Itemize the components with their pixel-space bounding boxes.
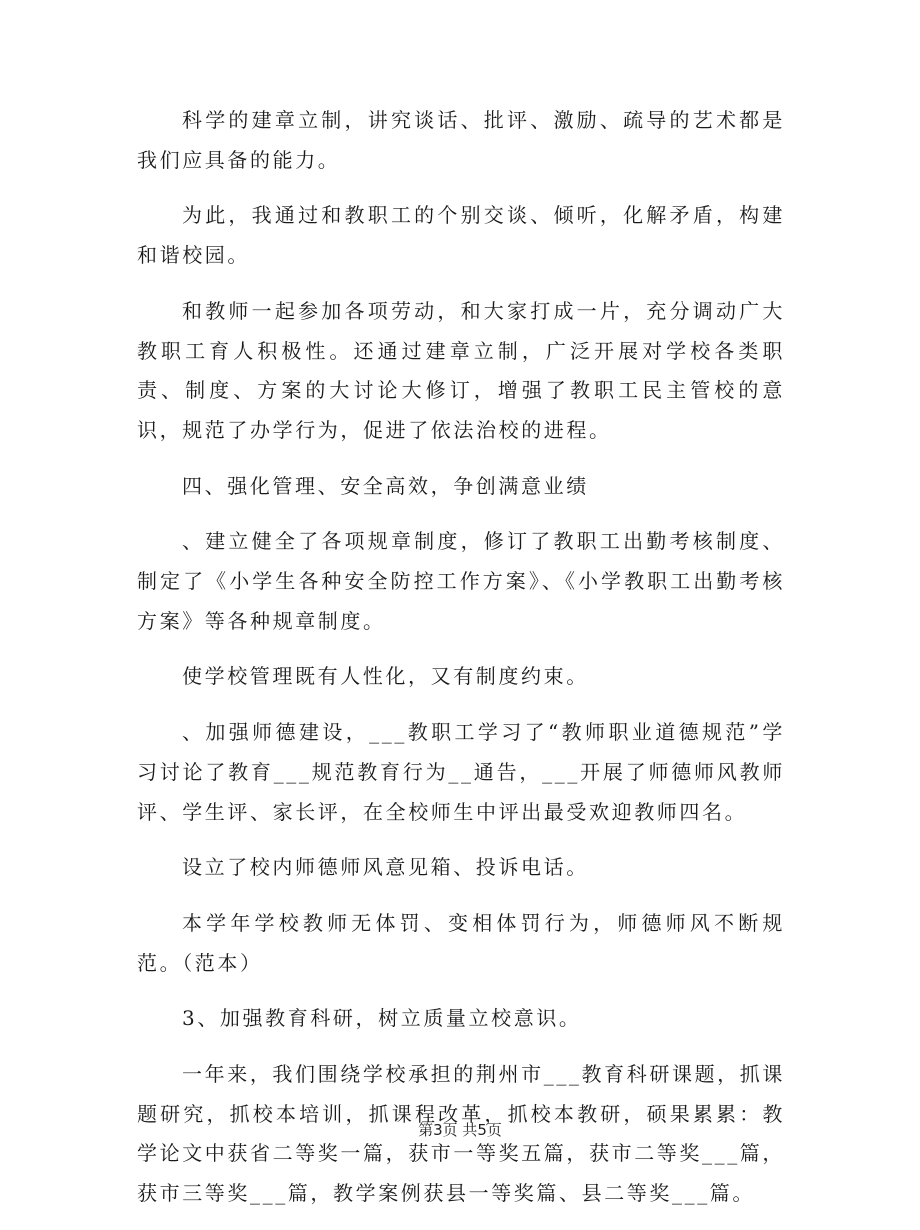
paragraph-1: 科学的建章立制，讲究谈话、批评、激励、疏导的艺术都是我们应具备的能力。	[137, 108, 785, 172]
paragraph-5: 、建立健全了各项规章制度，修订了教职工出勤考核制度、制定了《小学生各种安全防控工作方案》、《小学教职工出勤考核方案》等各种规章制度。	[137, 529, 785, 633]
document-body	[137, 101, 785, 1230]
paragraph-9: 本学年学校教师无体罚、变相体罚行为，师德师风不断规范。（范本）	[137, 910, 785, 975]
paragraph-11: 一年来，我们围绕学校承担的荆州市___教育科研课题，抓课题研究，抓校本培训，抓课程改革，抓校本教研，硕果累累：教学论文中获省二等奖一篇，获市一等奖五篇，获市二等奖___篇，获市三等奖___篇，教学案例获县一等奖篇、县二等奖___篇。	[137, 1062, 785, 1206]
paragraph-6: 使学校管理既有人性化，又有制度约束。	[182, 664, 589, 689]
paragraph-2: 为此，我通过和教职工的个别交谈、倾听，化解矛盾，构建和谐校园。	[137, 203, 785, 268]
paragraph-3: 和教师一起参加各项劳动，和大家打成一片，充分调动广大教职工育人积极性。还通过建章立制，广泛开展对学校各类职责、制度、方案的大讨论大修订，增强了教职工民主管校的意识，规范了办学行为，促进了依法治校的进程。	[137, 298, 785, 442]
section-heading: 四、强化管理、安全高效，争创满意业绩	[182, 473, 589, 498]
paragraph-8: 设立了校内师德师风意见箱、投诉电话。	[182, 855, 589, 880]
page-number-footer: 第3页 共5页	[418, 1121, 502, 1139]
paragraph-7: 、加强师德建设，___教职工学习了“教师职业道德规范”学习讨论了教育___规范教育行为__通告，___开展了师德师风教师评、学生评、家长评，在全校师生中评出最受欢迎教师四名。	[137, 720, 785, 824]
subsection-heading: 3、加强教育科研，树立质量立校意识。	[182, 1006, 582, 1031]
